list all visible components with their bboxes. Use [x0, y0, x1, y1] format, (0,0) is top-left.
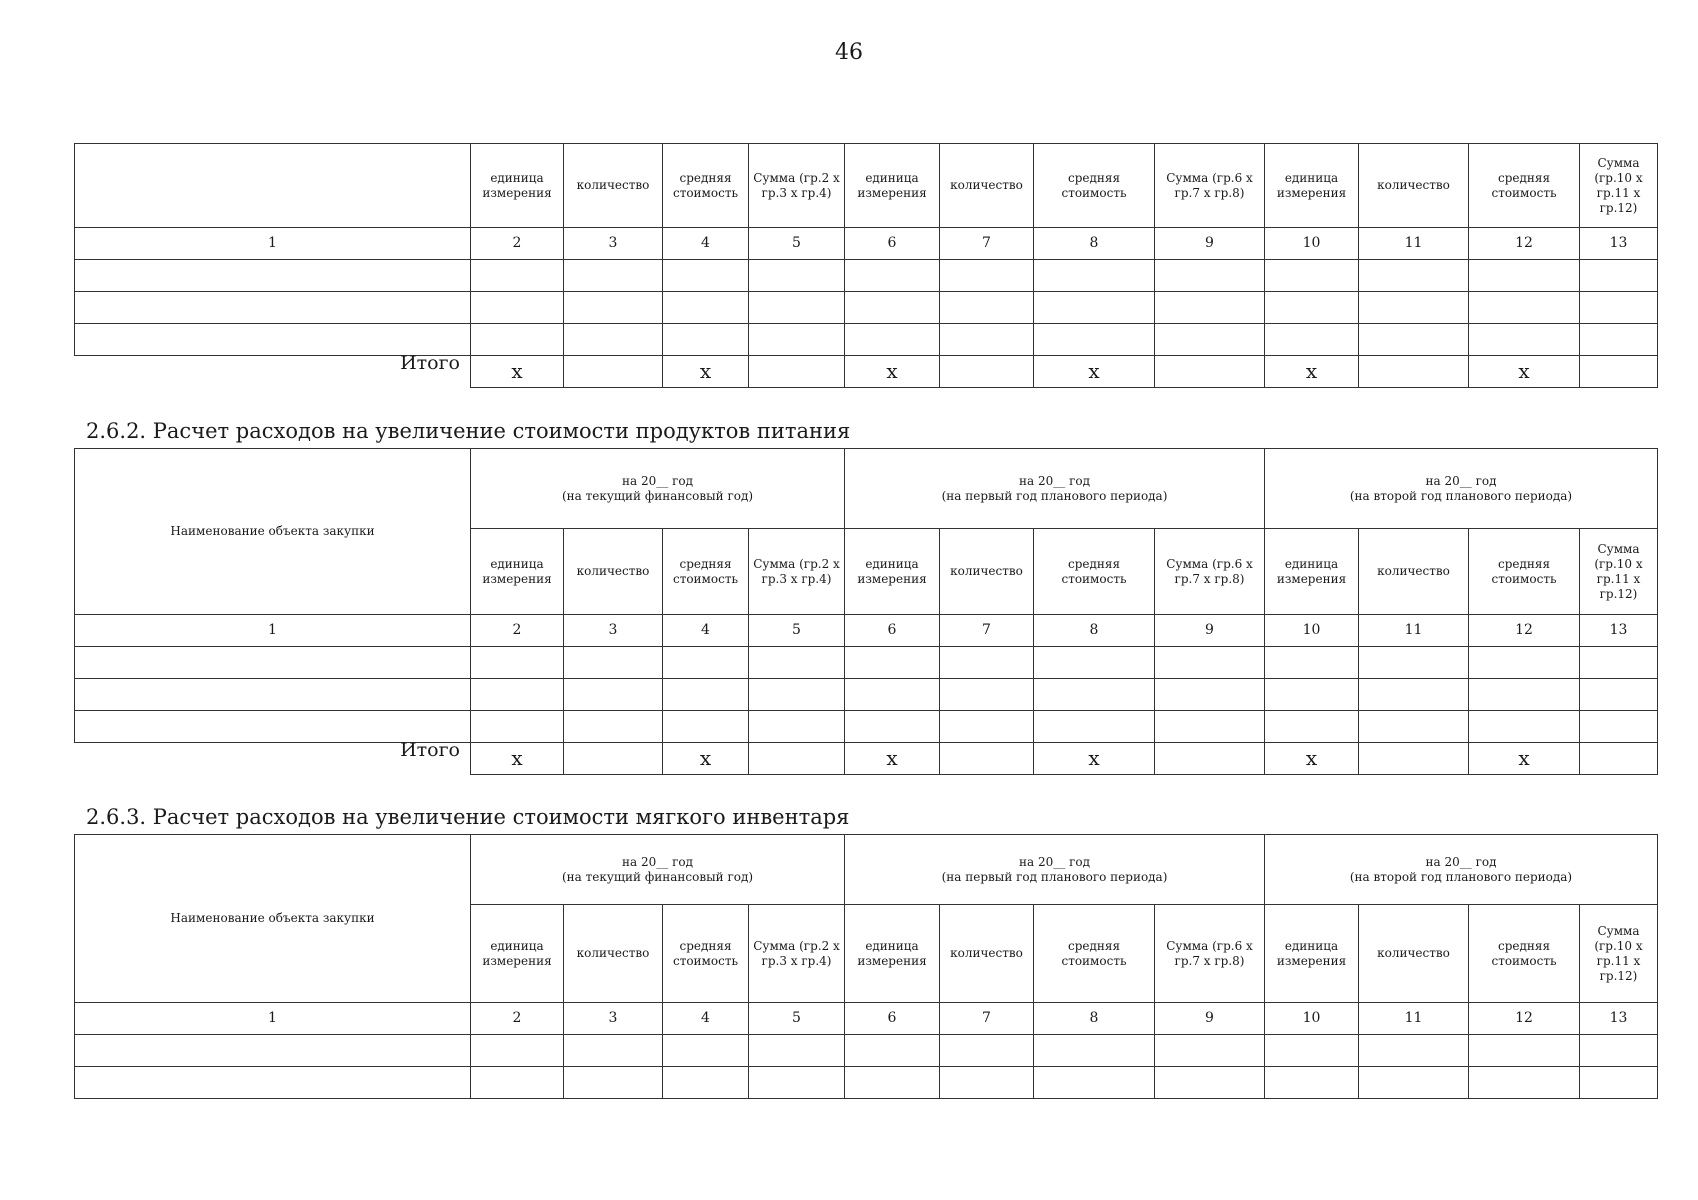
x-mark: х [845, 356, 940, 388]
col-number: 9 [1155, 1003, 1265, 1035]
name-header: Наименование объекта закупки [75, 449, 471, 615]
x-mark: х [1469, 356, 1580, 388]
year-group-second-plan: на 20__ год (на второй год планового периода) [1265, 835, 1658, 905]
col-number: 6 [845, 615, 940, 647]
col-number: 5 [749, 1003, 845, 1035]
total-row [75, 356, 1658, 388]
name-header: Наименование объекта закупки [75, 835, 471, 1003]
col-number: 6 [845, 1003, 940, 1035]
col-header: единица измерения [471, 529, 564, 615]
total-label: Итого [75, 743, 471, 775]
col-number: 2 [471, 228, 564, 260]
col-number: 12 [1469, 1003, 1580, 1035]
col-header: единица измерения [1265, 529, 1359, 615]
col-number: 1 [75, 1003, 471, 1035]
table-row [75, 1067, 1658, 1099]
col-number: 5 [749, 615, 845, 647]
col-header: количество [940, 905, 1034, 1003]
col-number: 4 [663, 228, 749, 260]
col-header: единица измерения [1265, 905, 1359, 1003]
col-header: средняя стоимость [1469, 144, 1580, 228]
table-2-6-3 [74, 834, 1658, 1099]
col-header: средняя стоимость [663, 905, 749, 1003]
col-header: средняя стоимость [663, 529, 749, 615]
col-number: 11 [1359, 1003, 1469, 1035]
col-header: единица измерения [845, 905, 940, 1003]
col-header: количество [940, 144, 1034, 228]
col-header: количество [1359, 529, 1469, 615]
col-header: Сумма (гр.2 х гр.3 х гр.4) [749, 905, 845, 1003]
col-header: количество [564, 144, 663, 228]
col-number: 13 [1580, 1003, 1658, 1035]
col-number: 6 [845, 228, 940, 260]
column-number-row [75, 228, 1658, 260]
table-row [75, 260, 1658, 292]
col-number: 10 [1265, 228, 1359, 260]
column-number-row [75, 615, 1658, 647]
col-header: Сумма (гр.10 х гр.11 х гр.12) [1580, 905, 1658, 1003]
x-mark: х [663, 743, 749, 775]
col-number: 2 [471, 615, 564, 647]
table-row [75, 711, 1658, 743]
col-header: средняя стоимость [1034, 144, 1155, 228]
col-header: средняя стоимость [1034, 905, 1155, 1003]
year-group-row [75, 835, 1658, 905]
col-header: средняя стоимость [663, 144, 749, 228]
col-number: 2 [471, 1003, 564, 1035]
year-group-second-plan: на 20__ год (на второй год планового периода) [1265, 449, 1658, 529]
col-header: средняя стоимость [1469, 529, 1580, 615]
col-number: 9 [1155, 228, 1265, 260]
col-number: 8 [1034, 1003, 1155, 1035]
x-mark: х [471, 356, 564, 388]
col-header: Сумма (гр.6 х гр.7 х гр.8) [1155, 144, 1265, 228]
col-number: 10 [1265, 615, 1359, 647]
col-number: 3 [564, 228, 663, 260]
col-number: 11 [1359, 615, 1469, 647]
col-number: 1 [75, 615, 471, 647]
col-number: 1 [75, 228, 471, 260]
col-number: 3 [564, 1003, 663, 1035]
col-header: Сумма (гр.2 х гр.3 х гр.4) [749, 144, 845, 228]
col-number: 9 [1155, 615, 1265, 647]
x-mark: х [1034, 356, 1155, 388]
x-mark: х [845, 743, 940, 775]
col-header: единица измерения [471, 905, 564, 1003]
col-header: количество [1359, 144, 1469, 228]
col-header: Сумма (гр.10 х гр.11 х гр.12) [1580, 529, 1658, 615]
col-number: 13 [1580, 228, 1658, 260]
x-mark: х [1265, 743, 1359, 775]
year-group-current: на 20__ год (на текущий финансовый год) [471, 835, 845, 905]
table-2-6-2 [74, 448, 1658, 775]
col-number: 3 [564, 615, 663, 647]
year-group-row [75, 449, 1658, 529]
col-number: 12 [1469, 615, 1580, 647]
col-header: Сумма (гр.10 х гр.11 х гр.12) [1580, 144, 1658, 228]
year-group-current: на 20__ год (на текущий финансовый год) [471, 449, 845, 529]
col-number: 7 [940, 1003, 1034, 1035]
col-number: 5 [749, 228, 845, 260]
col-header: Сумма (гр.6 х гр.7 х гр.8) [1155, 905, 1265, 1003]
table-row [75, 679, 1658, 711]
col-header: Сумма (гр.2 х гр.3 х гр.4) [749, 529, 845, 615]
x-mark: х [1034, 743, 1155, 775]
section-title-2-6-2: 2.6.2. Расчет расходов на увеличение стоимости продуктов питания [86, 419, 851, 443]
col-number: 10 [1265, 1003, 1359, 1035]
col-number: 4 [663, 615, 749, 647]
column-number-row [75, 1003, 1658, 1035]
col-number: 7 [940, 615, 1034, 647]
total-label: Итого [75, 356, 471, 388]
col-number: 7 [940, 228, 1034, 260]
col-number: 13 [1580, 615, 1658, 647]
x-mark: х [1265, 356, 1359, 388]
table-row [75, 647, 1658, 679]
col-header: Сумма (гр.6 х гр.7 х гр.8) [1155, 529, 1265, 615]
col-header: единица измерения [845, 529, 940, 615]
x-mark: х [471, 743, 564, 775]
empty-header-cell [75, 144, 471, 228]
col-number: 11 [1359, 228, 1469, 260]
table-row [75, 292, 1658, 324]
x-mark: х [1469, 743, 1580, 775]
table-2-6-1-continuation [74, 143, 1658, 388]
year-group-first-plan: на 20__ год (на первый год планового периода) [845, 449, 1265, 529]
col-header: средняя стоимость [1034, 529, 1155, 615]
table-row [75, 1035, 1658, 1067]
col-number: 12 [1469, 228, 1580, 260]
section-title-2-6-3: 2.6.3. Расчет расходов на увеличение стоимости мягкого инвентаря [86, 805, 850, 829]
header-row [75, 144, 1658, 228]
year-group-first-plan: на 20__ год (на первый год планового периода) [845, 835, 1265, 905]
col-header: средняя стоимость [1469, 905, 1580, 1003]
col-header: количество [940, 529, 1034, 615]
col-header: количество [564, 529, 663, 615]
page-number: 46 [835, 40, 863, 65]
table-row [75, 324, 1658, 356]
col-header: единица измерения [471, 144, 564, 228]
x-mark: х [663, 356, 749, 388]
col-header: количество [1359, 905, 1469, 1003]
col-header: количество [564, 905, 663, 1003]
col-number: 8 [1034, 615, 1155, 647]
col-header: единица измерения [1265, 144, 1359, 228]
col-number: 8 [1034, 228, 1155, 260]
col-header: единица измерения [845, 144, 940, 228]
col-number: 4 [663, 1003, 749, 1035]
total-row [75, 743, 1658, 775]
